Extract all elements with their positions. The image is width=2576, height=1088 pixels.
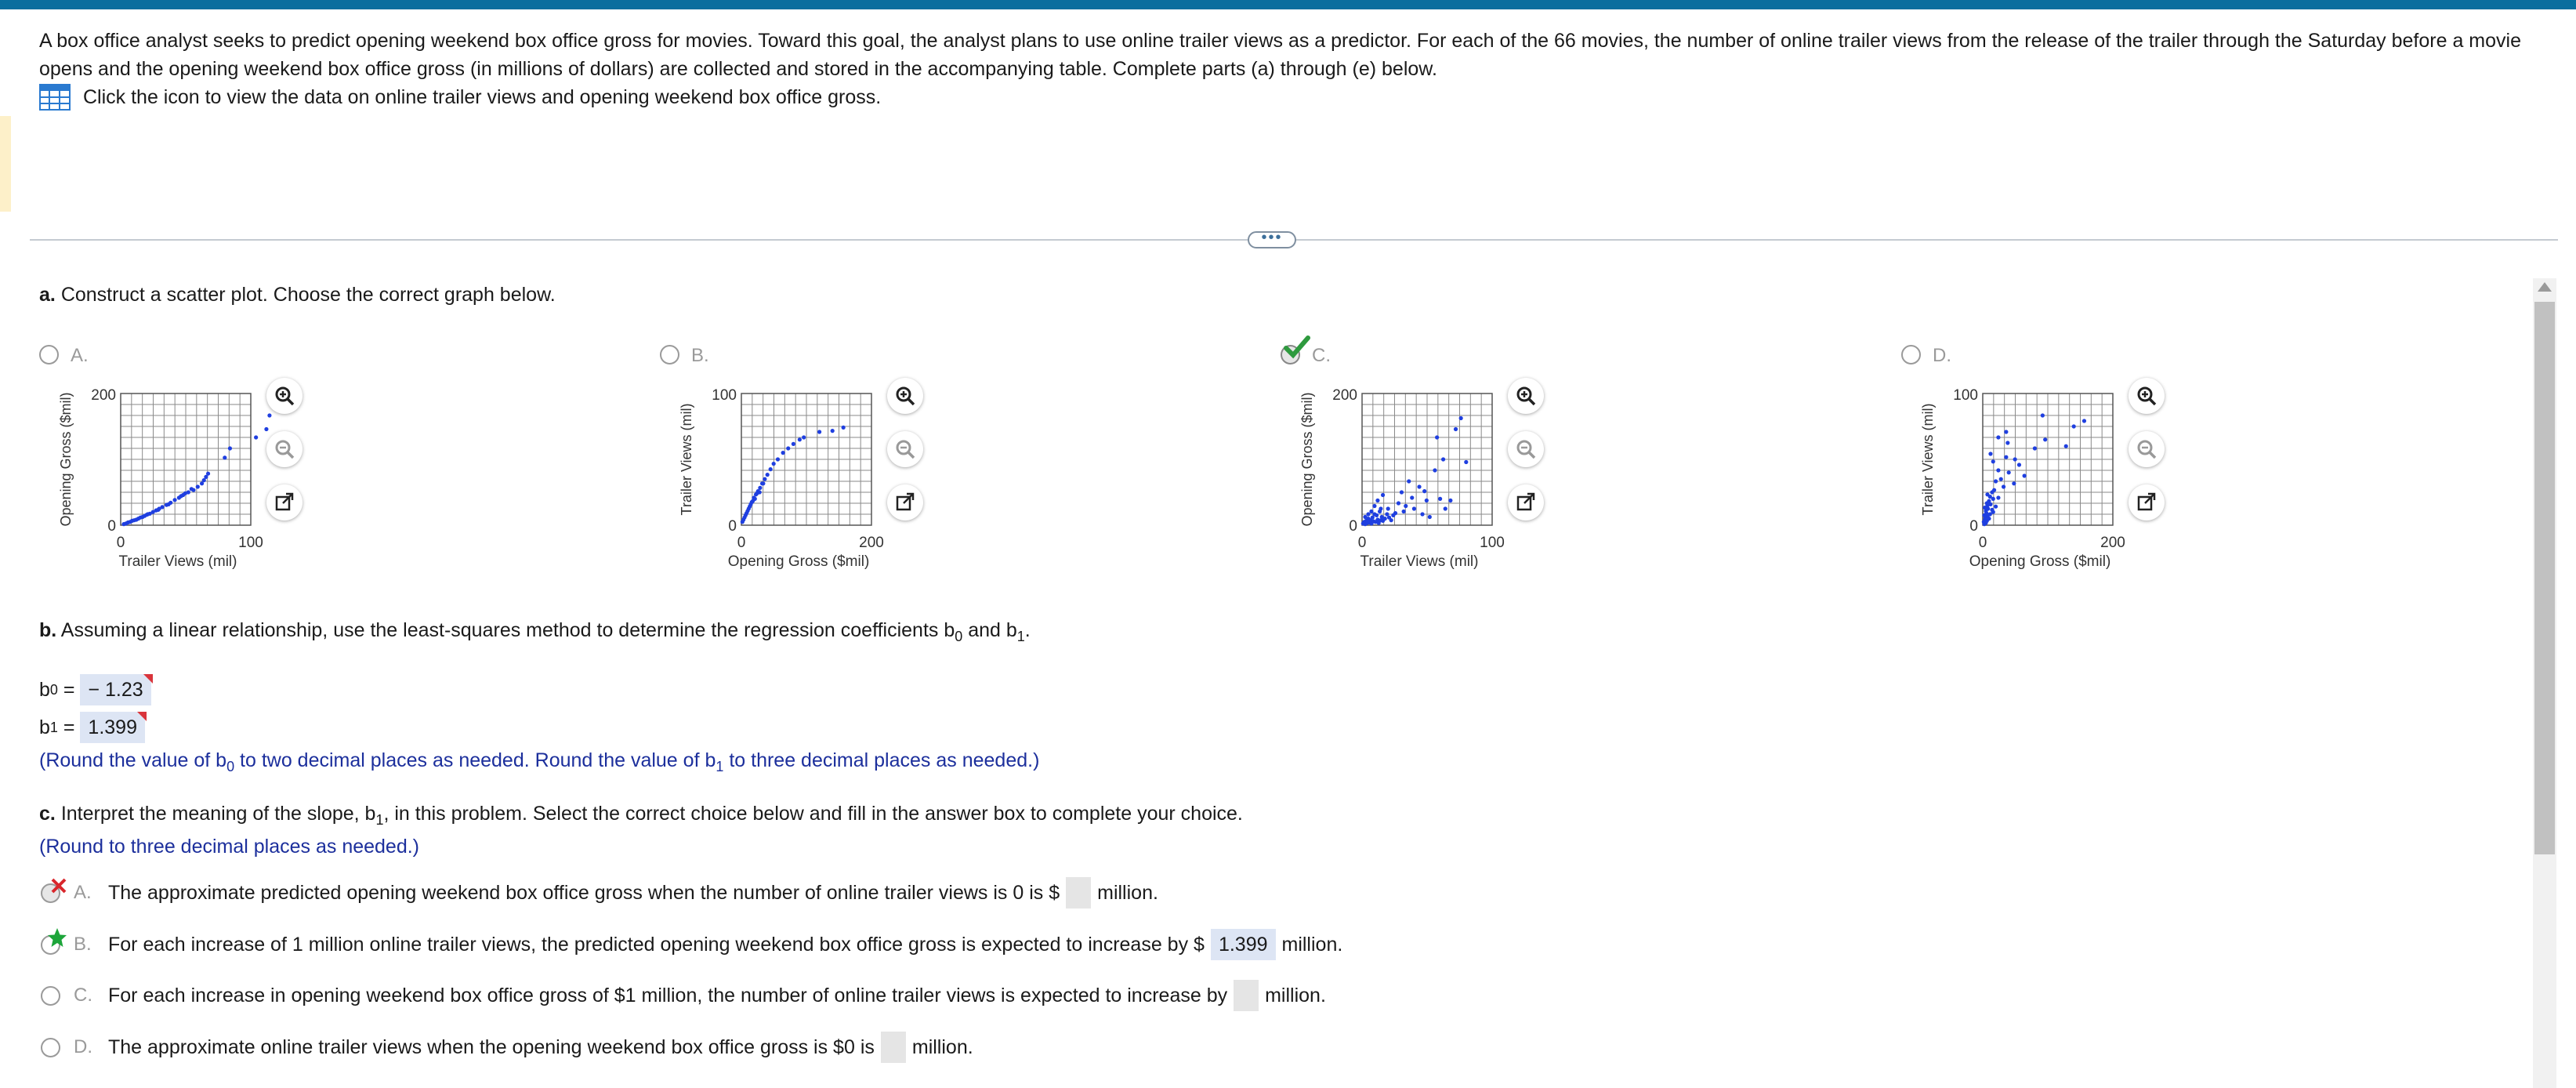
x-tick-label: 0 [116,535,125,551]
x-axis-label: Trailer Views (mil) [118,553,237,570]
data-point [179,494,183,498]
y-tick-label: 0 [1969,518,1978,535]
incorrect-flag-icon [137,712,147,721]
x-tick-label: 0 [1978,535,1987,551]
open-new-window-icon [895,492,915,513]
zoom-out-button[interactable] [266,431,303,467]
incorrect-x-icon [50,877,67,894]
data-point [1991,459,1995,463]
open-new-window-icon [1516,492,1536,513]
data-table-icon[interactable] [39,84,71,111]
zoom-in-button[interactable] [266,378,303,414]
data-point [781,451,785,455]
data-point [1448,499,1452,502]
data-point [1369,510,1373,513]
choice-a[interactable] [39,877,1158,908]
option-letter: C. [1312,345,1331,366]
choice-radio[interactable] [39,1032,74,1063]
data-point [1464,460,1468,464]
data-point [1375,513,1379,517]
y-tick-label: 100 [1953,387,1978,404]
data-point [1417,484,1421,488]
data-point [1992,488,1996,492]
y-tick-label: 0 [107,518,116,535]
data-point [1994,479,1998,483]
option-header[interactable] [1281,345,1331,367]
choice-answer-box[interactable] [881,1032,906,1063]
option-letter: A. [71,345,89,366]
data-point [1996,495,2000,499]
data-point [1454,427,1458,431]
data-point [2017,462,2021,466]
data-point [2033,446,2037,450]
zoom-in-icon [895,386,915,406]
choice-answer-box[interactable]: 1.399 [1211,929,1276,960]
data-point [766,473,770,477]
part-a-prompt: a. Construct a scatter plot. Choose the correct graph below. [39,284,556,306]
b0-answer-row: b 0 = − 1.23 [39,673,151,707]
data-point [1366,512,1370,516]
data-point [1425,499,1429,502]
data-point [2023,473,2027,477]
option-header[interactable] [660,345,709,367]
option-letter: B. [691,345,709,366]
y-axis-label: Trailer Views (mil) [1920,403,1936,516]
data-point [798,437,802,441]
divider-handle[interactable]: ••• [1248,231,1296,248]
open-new-window-button[interactable] [266,484,303,520]
data-point [1400,490,1404,494]
choice-text: For each increase in opening weekend box office gross of $1 million, the number of online trailer views is expected to increase by [108,984,1228,1006]
data-point [1379,506,1382,510]
x-tick-label: 0 [1357,535,1367,551]
option-radio[interactable] [660,345,679,364]
zoom-out-icon [274,439,295,459]
data-point [1410,495,1414,499]
data-point [1996,435,2000,439]
correct-answer-star-icon [47,927,67,948]
data-point [792,442,795,446]
data-point [1988,452,1992,455]
graph-option-b[interactable] [660,337,1208,596]
y-tick-label: 200 [1332,387,1357,404]
open-new-window-button[interactable] [1508,484,1544,520]
data-point [1381,493,1385,497]
scatter-plot [674,384,893,572]
data-point [2082,419,2086,423]
data-point [1407,479,1411,483]
choice-letter: C. [74,985,92,1006]
data-point [1444,506,1447,510]
data-point [772,462,776,466]
data-point [1412,506,1416,510]
data-point [1397,501,1400,505]
x-tick-label: 100 [1480,535,1505,551]
data-point [758,486,762,490]
choice-c[interactable] [39,980,1326,1011]
y-tick-label: 0 [728,518,737,535]
choice-letter: A. [74,882,92,903]
choice-text: The approximate online trailer views when the opening weekend box office gross is $0 is [108,1035,875,1058]
option-radio[interactable] [1901,345,1921,364]
data-point [1393,511,1397,515]
choice-text: For each increase of 1 million online trailer views, the predicted opening weekend box office gross is expected to increase by $ [108,933,1205,956]
zoom-out-icon [2136,439,2157,459]
data-point [190,487,194,491]
b1-answer-box[interactable]: 1.399 [80,712,145,743]
left-highlight-marker [0,116,11,212]
data-point [2007,470,2011,474]
y-axis-label: Opening Gross ($mil) [1299,392,1315,527]
data-link-text[interactable]: Click the icon to view the data on online trailer views and opening weekend box office gross. [83,85,882,108]
data-point [1402,510,1406,513]
data-point [166,502,170,506]
data-point [223,455,226,459]
radio-circle[interactable] [41,1038,60,1057]
data-point [1422,489,1426,493]
scrollbar-thumb[interactable] [2534,302,2555,854]
x-tick-label: 0 [737,535,746,551]
scatter-plot [53,384,273,572]
data-point [2004,430,2008,433]
choice-answer-box[interactable] [1066,877,1091,908]
data-point [1999,477,2003,481]
choice-radio[interactable] [39,877,74,908]
data-point [1420,512,1424,516]
data-point [196,484,200,488]
zoom-in-icon [2136,386,2157,406]
choice-unit: million. [911,1035,973,1058]
data-point [156,508,160,512]
data-point [2002,484,2005,488]
data-point [228,446,232,450]
data-point [1386,506,1390,510]
data-point [2005,441,2009,444]
scroll-up-arrow-icon[interactable] [2538,282,2552,292]
data-point [1428,515,1432,519]
data-point [2041,413,2045,417]
graph-option-c[interactable] [1281,337,1829,596]
choice-answer-box[interactable] [1234,980,1259,1011]
data-link[interactable] [39,83,881,111]
zoom-out-button[interactable] [1508,431,1544,467]
data-point [1459,416,1463,420]
data-point [1404,504,1408,508]
zoom-out-button[interactable] [2129,431,2165,467]
graph-option-d[interactable] [1901,337,2450,596]
incorrect-flag-icon [143,674,153,684]
y-axis-label: Trailer Views (mil) [679,403,694,516]
question-text: A box office analyst seeks to predict opening weekend box office gross for movies. Toward this goal, the analyst plans to use online trailer views as a predictor. For each of the 66 movies, the number of online trailer views from the release of the trailer through the Saturday before a movie opens and the opening weekend box office gross (in millions of dollars) are collected and stored in the accompanying table. Complete parts (a) through (e) below. [39,30,2521,80]
x-axis-label: Trailer Views (mil) [1360,553,1479,570]
choice-text: The approximate predicted opening weekend box office gross when the number of online trailer views is 0 is $ [108,881,1060,904]
y-tick-label: 0 [1349,518,1357,535]
choice-letter: D. [74,1036,92,1057]
data-point [1996,468,2000,472]
scatter-plot [1915,384,2135,572]
data-point [2012,481,2016,485]
radio-circle[interactable] [41,986,60,1006]
data-point [1435,435,1439,439]
choice-letter: B. [74,934,92,955]
data-point [2004,455,2008,459]
x-tick-label: 200 [859,535,884,551]
data-point [776,457,780,461]
choice-d[interactable] [39,1032,973,1063]
data-point [1363,515,1367,519]
data-point [1985,492,1989,496]
y-axis-label: Opening Gross ($mil) [58,392,74,527]
part-b-hint: (Round the value of $b_0$ to two decimal places as needed. Round the value of $b_1$ to three decimal places as needed.) [39,749,1040,774]
data-point [1441,457,1445,461]
data-point [1372,504,1376,508]
x-axis-label: Opening Gross ($mil) [1969,553,2111,570]
zoom-in-icon [274,386,295,406]
part-b-prompt: b. Assuming a linear relationship, use the least-squares method to determine the regression coefficients $b_0$ and $b_1$. [39,619,1031,644]
data-point [769,467,773,471]
correct-check-icon [1284,335,1310,359]
option-header[interactable] [1901,345,1951,367]
data-point [751,499,755,503]
data-point [1389,518,1393,522]
zoom-out-button[interactable] [887,431,923,467]
data-point [2072,424,2076,428]
data-point [1994,505,1998,509]
top-accent-bar [0,0,2576,9]
data-point [763,477,766,481]
zoom-out-icon [895,439,915,459]
data-point [146,512,150,516]
data-point [802,435,806,439]
data-point [2064,444,2068,448]
b1-answer-row: b 1 = 1.399 [39,710,145,745]
x-tick-label: 100 [238,535,263,551]
option-letter: D. [1933,345,1951,366]
graph-option-a[interactable] [39,337,588,596]
data-point [172,498,176,502]
zoom-in-button[interactable] [887,378,923,414]
data-point [831,429,835,433]
data-point [183,491,187,495]
data-point [761,481,765,485]
data-point [254,435,258,439]
zoom-in-button[interactable] [2129,378,2165,414]
zoom-in-button[interactable] [1508,378,1544,414]
data-point [1438,497,1442,501]
choice-radio[interactable] [39,980,74,1011]
data-point [2013,457,2017,461]
open-new-window-icon [2136,492,2157,513]
data-point [842,426,846,430]
choice-unit: million. [1097,881,1158,904]
scatter-plot [1295,384,1514,572]
data-point [1990,508,1994,512]
zoom-out-icon [1516,439,1536,459]
option-radio[interactable] [39,345,59,364]
data-point [1375,499,1379,502]
option-header[interactable] [39,345,89,367]
open-new-window-icon [274,492,295,513]
data-point [1987,499,1991,503]
data-point [786,446,790,450]
part-c-hint: (Round to three decimal places as needed.) [39,836,420,858]
part-c-prompt: c. Interpret the meaning of the slope, $b_1$, in this problem. Select the correct choice below and fill in the answer box to complete your choice. [39,803,1243,828]
open-new-window-button[interactable] [2129,484,2165,520]
data-point [206,472,210,476]
choice-unit: million. [1281,933,1343,956]
data-point [161,505,165,509]
y-tick-label: 100 [712,387,737,404]
b0-answer-box[interactable]: − 1.23 [80,674,150,705]
data-point [817,430,821,433]
x-tick-label: 200 [2100,535,2125,551]
x-axis-label: Opening Gross ($mil) [727,553,870,570]
data-point [1383,517,1387,520]
choice-unit: million. [1265,984,1326,1006]
choice-radio[interactable] [39,929,74,960]
y-tick-label: 200 [91,387,116,404]
choice-b[interactable] [39,929,1342,960]
data-point [2043,437,2047,441]
open-new-window-button[interactable] [887,484,923,520]
data-point [755,491,759,495]
data-point [1433,468,1437,472]
zoom-in-icon [1516,386,1536,406]
